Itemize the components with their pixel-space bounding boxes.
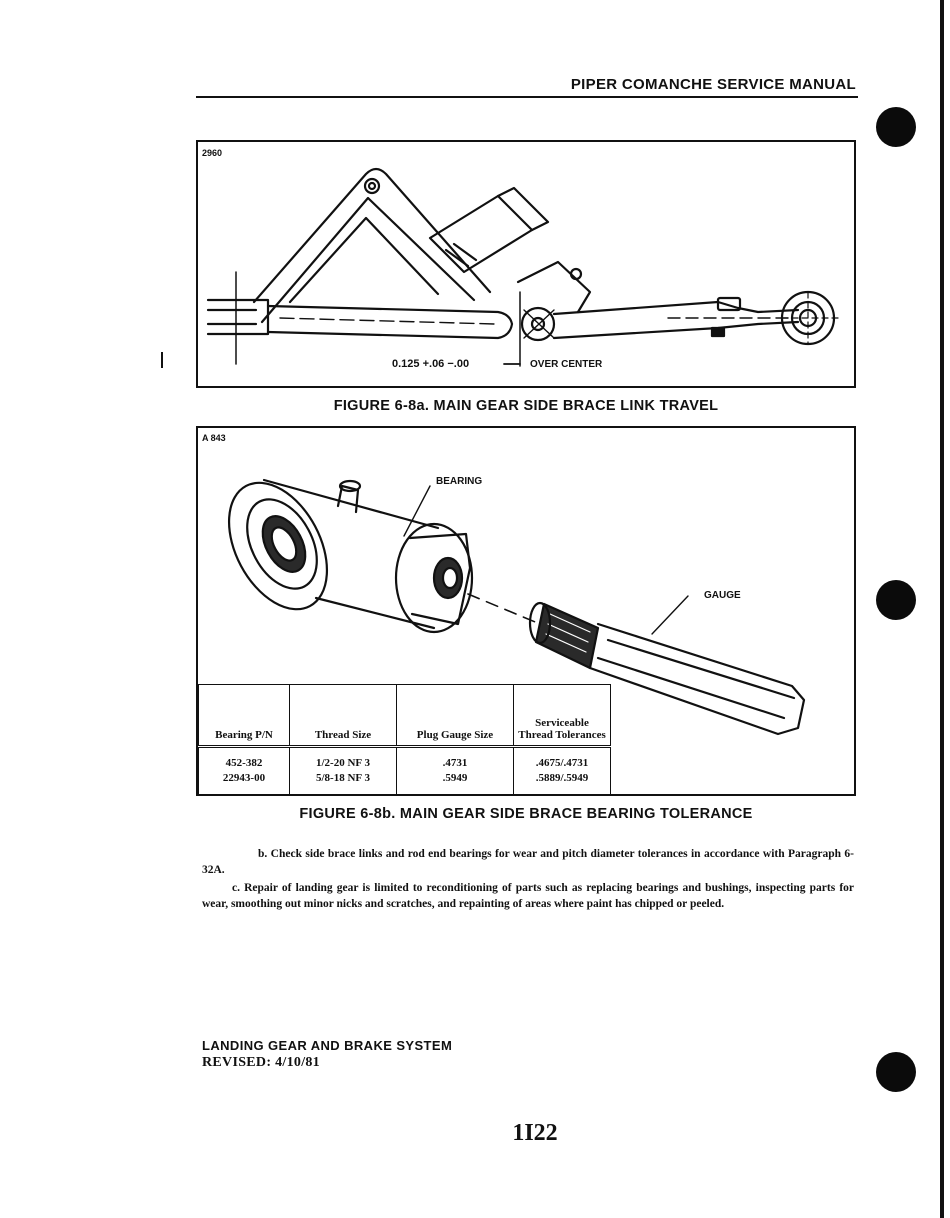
section-title: LANDING GEAR AND BRAKE SYSTEM	[202, 1038, 453, 1053]
change-bar	[161, 352, 163, 368]
binder-hole-middle	[876, 580, 916, 620]
over-center-dimension: 0.125 +.06 −.00	[392, 358, 470, 370]
page-edge	[940, 0, 944, 1218]
plug-gauge-2: .5949	[442, 772, 468, 784]
manual-title: PIPER COMANCHE SERVICE MANUAL	[570, 76, 856, 93]
plug-gauge-cell	[397, 747, 514, 795]
figure-a-id: 2960	[202, 148, 223, 158]
bearing-pn-cell	[199, 747, 290, 795]
bearing-pn-1: 452-382	[225, 757, 263, 769]
tolerance-1: .4675/.4731	[535, 757, 589, 769]
header-serviceable-tolerances: Serviceable Thread Tolerances	[514, 685, 611, 747]
bearing-tolerance-table	[198, 684, 611, 795]
gauge-label: GAUGE	[704, 590, 741, 601]
bearing-pn-2: 22943-00	[222, 772, 266, 784]
thread-size-2: 5/8-18 NF 3	[316, 772, 370, 784]
page-number: 1I22	[512, 1120, 558, 1146]
binder-hole-bottom	[876, 1052, 916, 1092]
paragraph-b: b. Check side brace links and rod end bearings for wear and pitch diameter tolerances in accordance with Paragraph 6-32A.	[202, 848, 854, 876]
binder-hole-top	[876, 107, 916, 147]
revision-date: REVISED: 4/10/81	[202, 1055, 320, 1070]
figure-a-caption: FIGURE 6-8a. MAIN GEAR SIDE BRACE LINK TRAVEL	[333, 398, 719, 414]
figure-b-id: A 843	[202, 433, 226, 443]
side-brace-link-drawing	[198, 142, 854, 386]
plug-gauge-1: .4731	[442, 757, 468, 769]
figure-a-frame	[196, 140, 856, 388]
over-center-label: OVER CENTER	[530, 359, 603, 370]
figure-b-frame	[196, 426, 856, 796]
header-thread-size: Thread Size	[290, 685, 397, 747]
header-rule	[196, 96, 858, 98]
tolerance-cell	[514, 747, 611, 795]
figure-b-caption: FIGURE 6-8b. MAIN GEAR SIDE BRACE BEARING TOLERANCE	[299, 806, 753, 822]
table-header-row	[199, 685, 611, 747]
table-row	[199, 747, 611, 795]
header-plug-gauge-size: Plug Gauge Size	[397, 685, 514, 747]
bearing-label: BEARING	[436, 476, 483, 487]
header-bearing-pn: Bearing P/N	[199, 685, 290, 747]
tolerance-2: .5889/.5949	[535, 772, 589, 784]
thread-size-cell	[290, 747, 397, 795]
thread-size-1: 1/2-20 NF 3	[316, 757, 370, 769]
paragraph-c: c. Repair of landing gear is limited to reconditioning of parts such as replacing bearings and bushings, inspecting parts for wear, smoothing out minor nicks and scratches, and repainting of areas where paint has chipped or peeled.	[202, 882, 854, 910]
